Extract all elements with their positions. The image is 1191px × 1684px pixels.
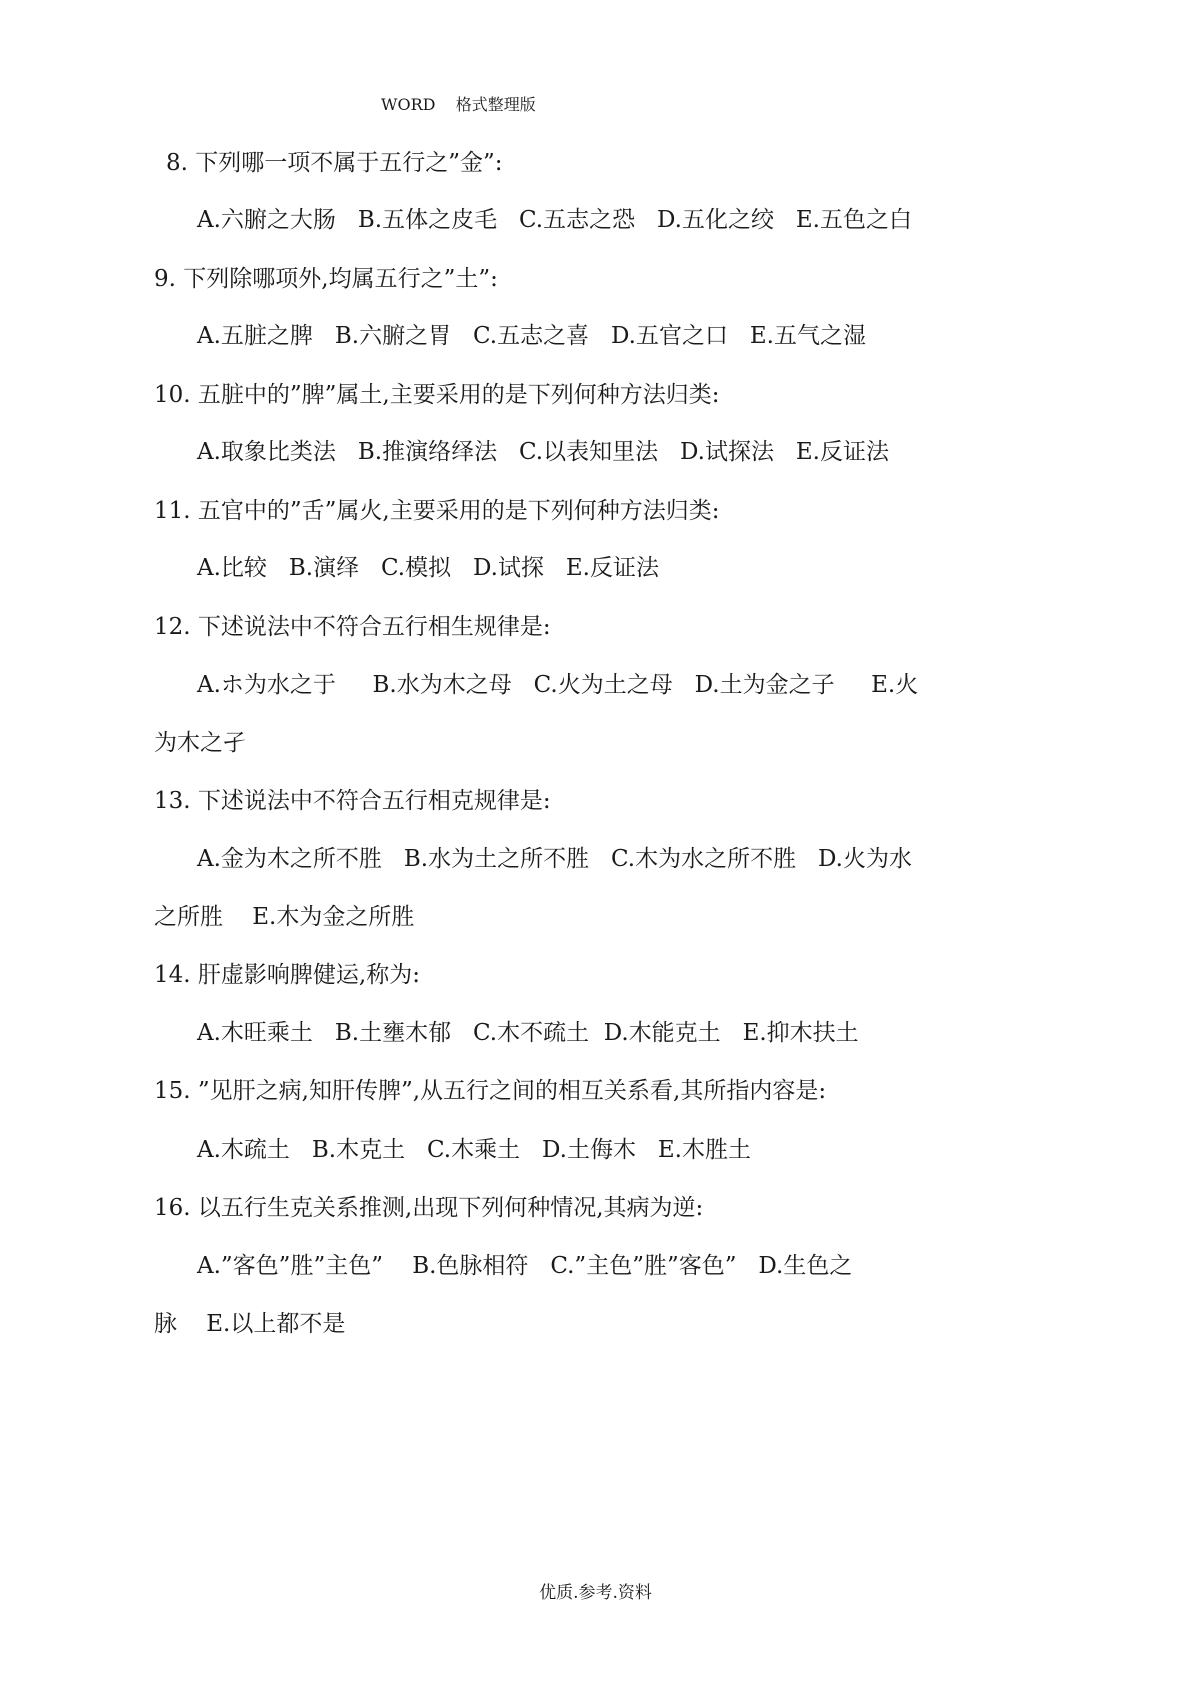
question-16: 16. 以五行生克关系推测,出现下列何种情况,其病为逆: bbox=[154, 1195, 704, 1221]
question-9: 9. 下列除哪项外,均属五行之”土”: bbox=[154, 266, 498, 292]
question-11: 11. 五官中的”舌”属火,主要采用的是下列何种方法归类: bbox=[154, 498, 720, 524]
question-13-options: A.金为木之所不胜 B.水为土之所不胜 C.木为水之所不胜 D.火为水 bbox=[197, 846, 912, 872]
question-13-options-cont: 之所胜 E.木为金之所胜 bbox=[154, 904, 415, 930]
page-footer: 优质.参考.资料 bbox=[539, 1583, 652, 1603]
question-9-options: A.五脏之脾 B.六腑之胃 C.五志之喜 D.五官之口 E.五气之湿 bbox=[197, 323, 866, 349]
question-10-options: A.取象比类法 B.推演络绎法 C.以表知里法 D.试探法 E.反证法 bbox=[197, 439, 889, 465]
question-8: 8. 下列哪一项不属于五行之”金”: bbox=[166, 150, 503, 176]
question-13: 13. 下述说法中不符合五行相克规律是: bbox=[154, 788, 551, 814]
question-11-options: A.比较 B.演绎 C.模拟 D.试探 E.反证法 bbox=[197, 555, 659, 581]
question-12-options-cont: 为木之孑 bbox=[154, 730, 246, 756]
question-14-options: A.木旺乘土 B.土壅木郁 C.木不疏土 D.木能克土 E.抑木扶土 bbox=[197, 1020, 859, 1046]
question-15-options: A.木疏土 B.木克土 C.木乘土 D.土侮木 E.木胜土 bbox=[197, 1137, 751, 1163]
question-12: 12. 下述说法中不符合五行相生规律是: bbox=[154, 614, 551, 640]
question-15: 15. ”见肝之病,知肝传脾”,从五行之间的相互关系看,其所指内容是: bbox=[154, 1078, 827, 1104]
page-header: WORD 格式整理版 bbox=[381, 95, 536, 114]
question-16-options-cont: 脉 E.以上都不是 bbox=[154, 1311, 346, 1337]
question-10: 10. 五脏中的”脾”属土,主要采用的是下列何种方法归类: bbox=[154, 382, 720, 408]
question-14: 14. 肝虚影响脾健运,称为: bbox=[154, 962, 420, 988]
question-12-options: A.ホ为水之于 B.水为木之母 C.火为土之母 D.土为金之子 E.火 bbox=[197, 672, 919, 698]
question-8-options: A.六腑之大肠 B.五体之皮毛 C.五志之恐 D.五化之绞 E.五色之白 bbox=[197, 207, 912, 233]
question-16-options: A.”客色”胜”主色” B.色脉相符 C.”主色”胜”客色” D.生色之 bbox=[197, 1253, 853, 1279]
